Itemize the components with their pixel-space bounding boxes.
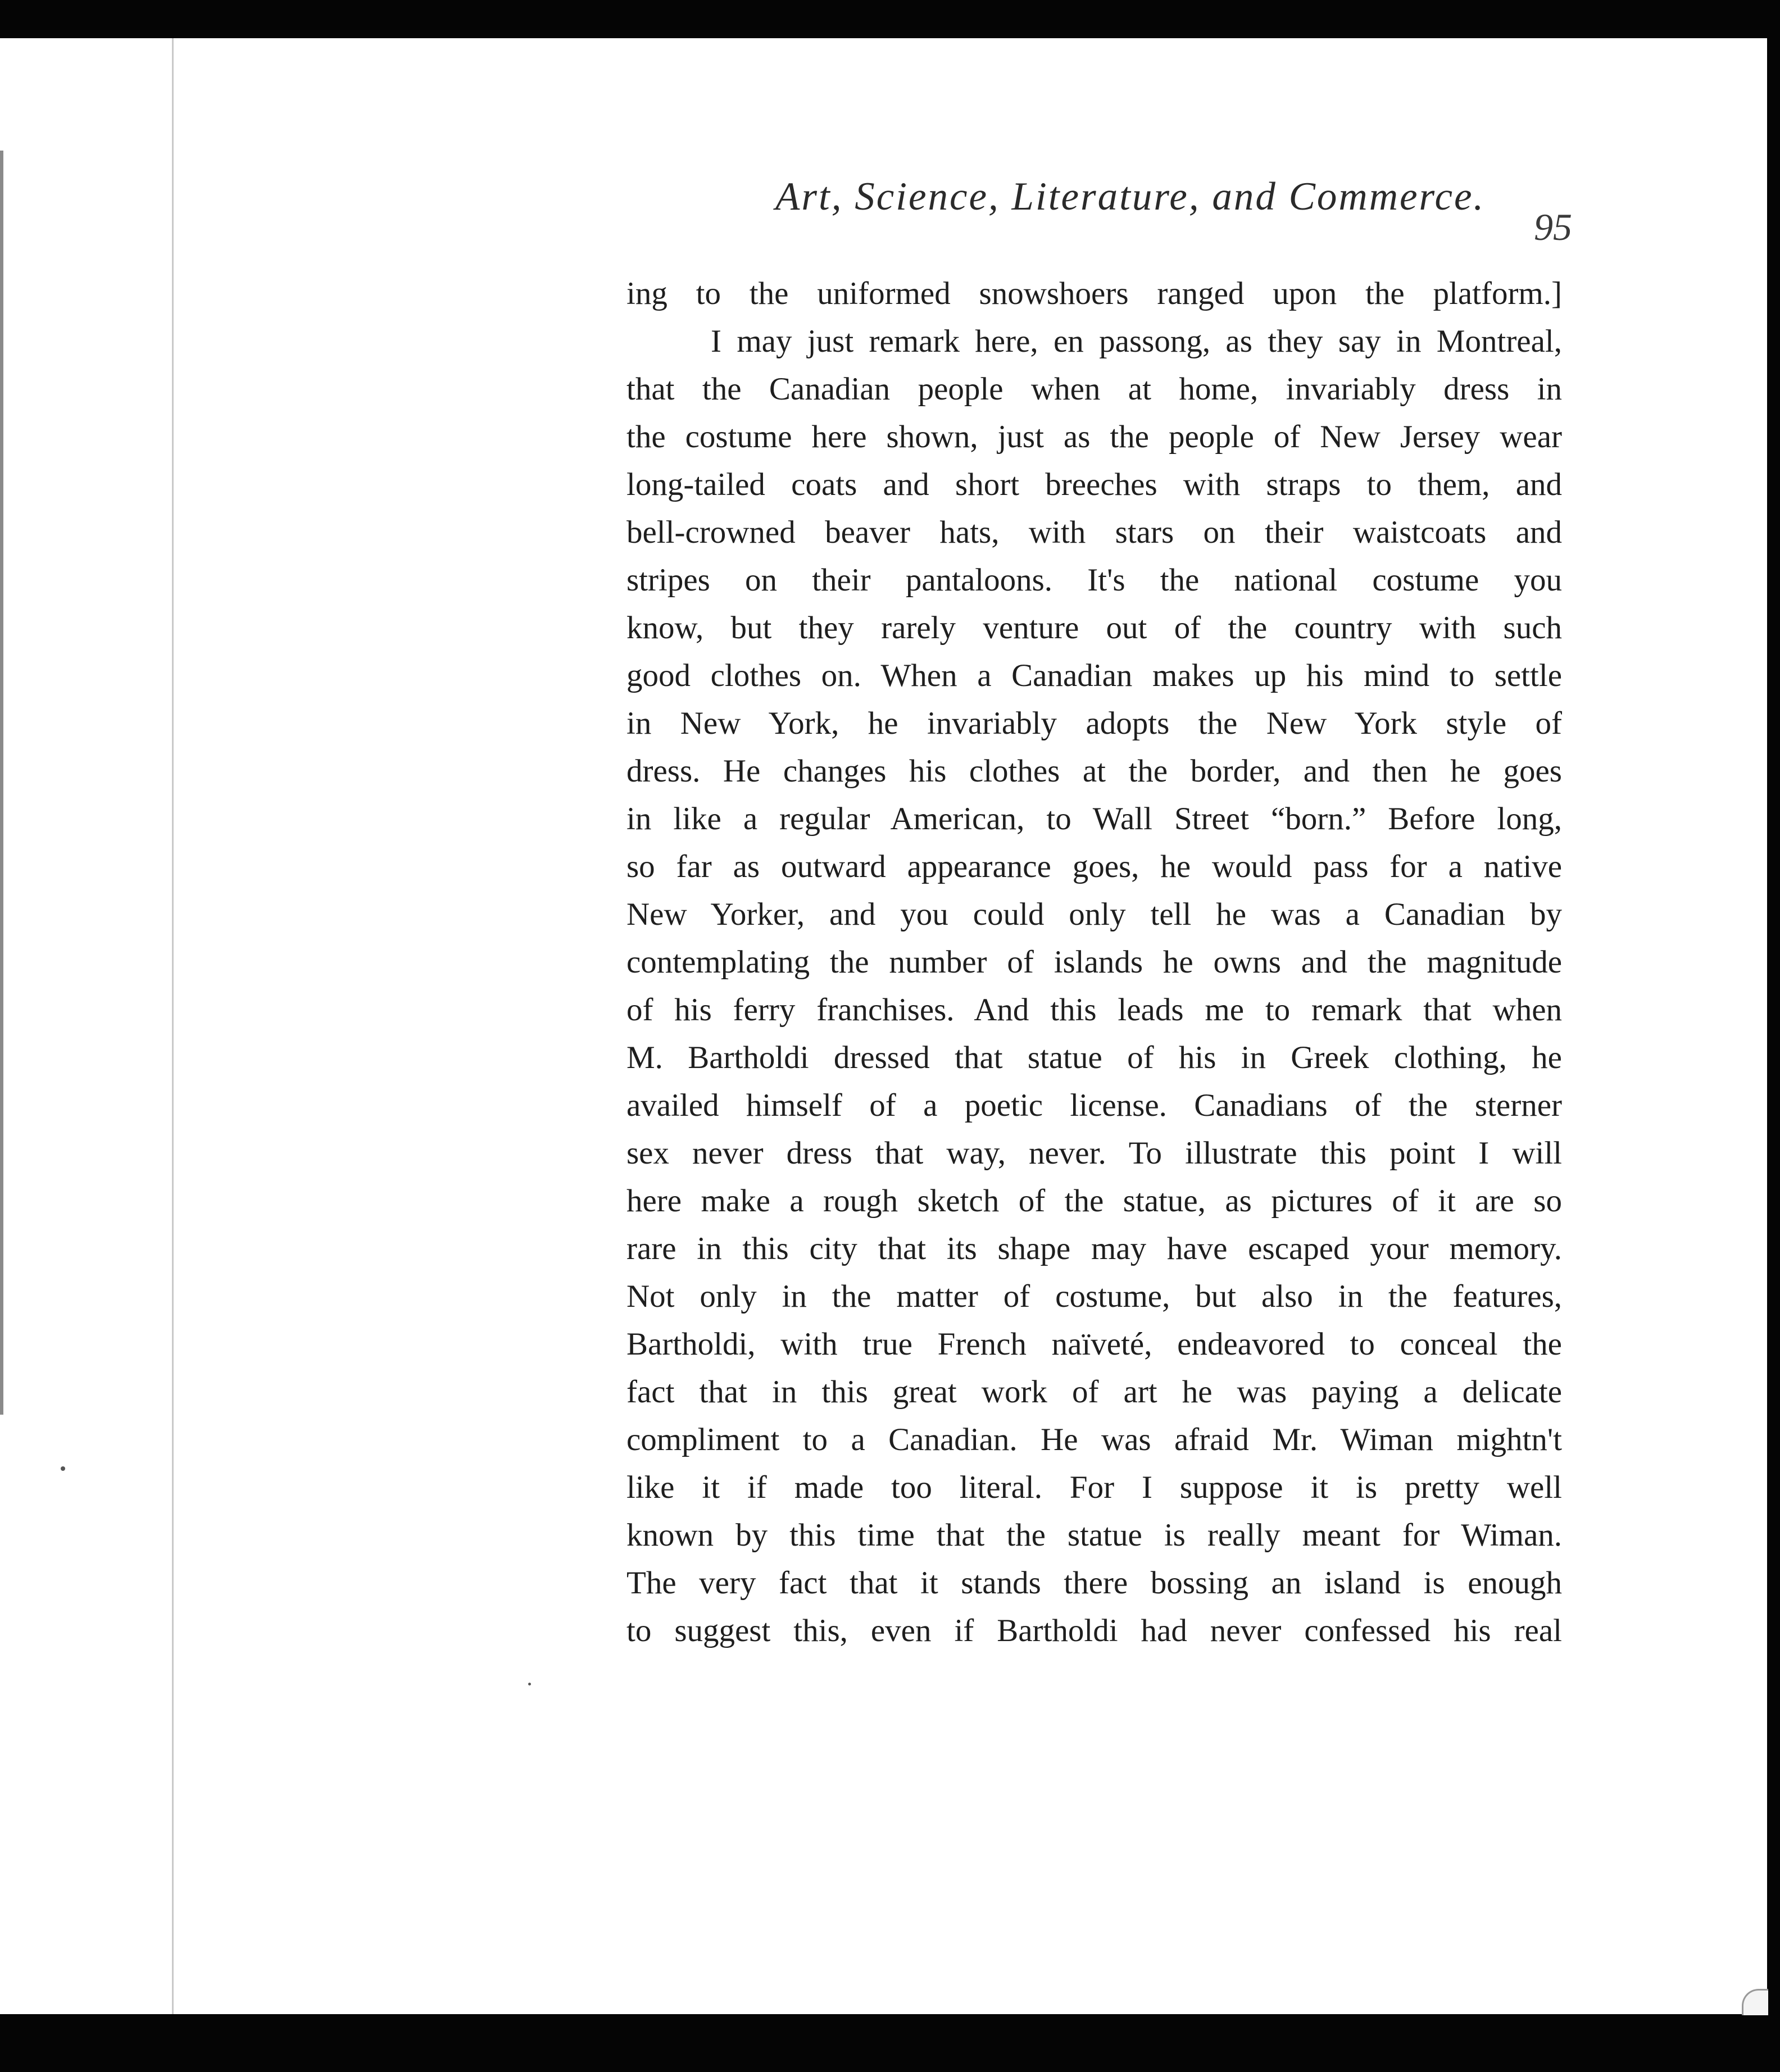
page-gutter-line	[172, 38, 174, 2014]
scan-left-edge-shadow	[0, 151, 3, 1415]
text-line: bell-crowned beaver hats, with stars on their waistcoats and	[626, 515, 1562, 550]
text-line: rare in this city that its shape may have escaped your memory.	[626, 1231, 1562, 1266]
text-line: stripes on their pantaloons. It's the national costume you	[626, 562, 1562, 598]
text-line: contemplating the number of islands he owns and the magnitude	[626, 944, 1562, 980]
text-line: here make a rough sketch of the statue, as pictures of it are so	[626, 1183, 1562, 1219]
text-line: in like a regular American, to Wall Street “born.” Before long,	[626, 801, 1562, 837]
text-line: M. Bartholdi dressed that statue of his in Greek clothing, he	[626, 1040, 1562, 1075]
text-line: I may just remark here, en passong, as they say in Montreal,	[711, 324, 1562, 359]
scan-speck	[61, 1466, 65, 1471]
text-line: that the Canadian people when at home, invariably dress in	[626, 371, 1562, 407]
text-line: long-tailed coats and short breeches with straps to them, and	[626, 467, 1562, 502]
text-line: ing to the uniformed snowshoers ranged upon the platform.]	[626, 276, 1562, 311]
text-line: the costume here shown, just as the people of New Jersey wear	[626, 419, 1562, 455]
page-corner-curl	[1742, 1989, 1768, 2015]
text-line: compliment to a Canadian. He was afraid Mr. Wiman mightn't	[626, 1422, 1562, 1457]
text-line: know, but they rarely venture out of the country with such	[626, 610, 1562, 646]
running-head: Art, Science, Literature, and Commerce.	[775, 175, 1486, 219]
text-line: Not only in the matter of costume, but also in the features,	[626, 1279, 1562, 1314]
text-line: in New York, he invariably adopts the New York style of	[626, 706, 1562, 741]
text-line: like it if made too literal. For I suppose it is pretty well	[626, 1470, 1562, 1505]
scan-right-border	[1767, 0, 1780, 2072]
text-line: New Yorker, and you could only tell he was a Canadian by	[626, 897, 1562, 932]
text-line: dress. He changes his clothes at the border, and then he goes	[626, 753, 1562, 789]
text-line: known by this time that the statue is really meant for Wiman.	[626, 1517, 1562, 1553]
scan-bottom-border	[0, 2014, 1780, 2072]
text-line: availed himself of a poetic license. Canadians of the sterner	[626, 1088, 1562, 1123]
text-line: good clothes on. When a Canadian makes up his mind to settle	[626, 658, 1562, 693]
text-line: so far as outward appearance goes, he would pass for a native	[626, 849, 1562, 884]
text-line: sex never dress that way, never. To illustrate this point I will	[626, 1135, 1562, 1171]
body-text	[626, 270, 1562, 1655]
text-line: fact that in this great work of art he was paying a delicate	[626, 1374, 1562, 1410]
text-line: The very fact that it stands there bossing an island is enough	[626, 1565, 1562, 1601]
text-line: of his ferry franchises. And this leads me to remark that when	[626, 992, 1562, 1028]
page-number: 95	[1534, 206, 1572, 248]
text-line: to suggest this, even if Bartholdi had never confessed his real	[626, 1613, 1562, 1648]
text-line: Bartholdi, with true French naïveté, endeavored to conceal the	[626, 1326, 1562, 1362]
scan-top-border	[0, 0, 1780, 38]
scan-speck	[528, 1683, 531, 1685]
